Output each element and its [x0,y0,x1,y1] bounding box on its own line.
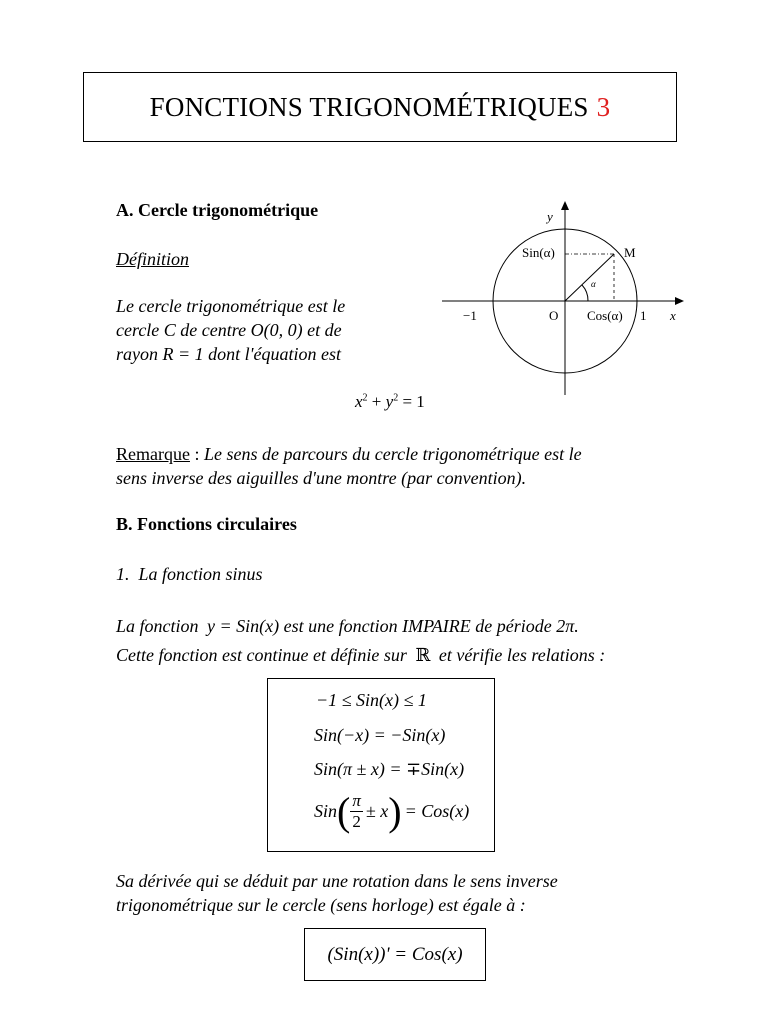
relation-pi-shift: Sin(π ± x) = ∓Sin(x) [314,759,465,779]
title-text: FONCTIONS TRIGONOMÉTRIQUES [149,91,589,122]
definition-label: Définition [116,249,189,269]
frac-denominator: 2 [352,812,361,831]
x-axis-label: x [670,308,676,323]
definition-line-3: rayon R = 1 dont l'équation est [116,344,341,364]
subsection-sinus: 1. La fonction sinus [116,564,263,584]
r4-mid: ± x [365,801,389,821]
derivative-line-1: Sa dérivée qui se déduit par une rotation dans le sens inverse [116,871,558,891]
remark-label: Remarque [116,444,190,464]
title-number: 3 [596,91,611,122]
remark-line-1 [116,442,582,466]
eq-x: x [355,392,363,411]
r4-right: = Cos(x) [404,801,470,821]
remark-text-1: Le sens de parcours du cercle trigonométrique est le [203,444,582,464]
derivative-box [304,928,486,981]
eq-x-exp: 2 [362,392,368,404]
radius-om [565,254,614,301]
eq-rhs: = 1 [402,392,425,411]
continuity-line [116,643,605,667]
intro-post: est une fonction IMPAIRE de période 2π. [283,616,579,636]
sin-label: Sin(α) [522,245,555,260]
page-title [83,72,677,142]
x-axis-arrow-icon [675,297,684,305]
trig-circle-diagram [430,195,700,405]
point-m-label: M [624,245,636,260]
relation-odd: Sin(−x) = −Sin(x) [314,725,446,745]
definition-line-1: Le cercle trigonométrique est le [116,296,346,316]
pi-over-two [350,791,363,832]
derivative-formula: (Sin(x))' = Cos(x) [327,943,463,965]
angle-alpha-label: α [591,279,596,289]
remark-line-2: sens inverse des aiguilles d'une montre (par convention). [116,468,527,488]
origin-label: O [549,308,559,323]
circle-equation [355,392,425,412]
derivative-line-2: trigonométrique sur le cercle (sens horloge) est égale à : [116,895,526,915]
minus-one-label: −1 [463,308,477,323]
reals-symbol: ℝ [415,645,431,665]
r4-open-paren: ( [337,788,351,834]
eq-plus: + [371,392,382,411]
remark-sep: : [189,444,204,464]
relation-bounds: −1 ≤ Sin(x) ≤ 1 [316,690,427,710]
line2-pre: Cette fonction est continue et définie sur [116,645,407,665]
cos-label: Cos(α) [587,308,623,323]
sinus-intro-line [116,614,579,638]
y-axis-label: y [547,209,553,224]
eq-y: y [385,392,394,411]
angle-arc [582,285,588,301]
one-label: 1 [640,308,647,323]
section-b-heading: B. Fonctions circulaires [116,514,297,534]
relation-half-pi [314,788,470,834]
eq-y-exp: 2 [393,392,399,404]
definition-line-2: cercle C de centre O(0, 0) et de [116,320,342,340]
r4-left: Sin [314,801,338,821]
intro-pre: La fonction [116,616,199,636]
section-a-heading: A. Cercle trigonométrique [116,200,319,220]
r4-close-paren: ) [388,788,402,834]
frac-numerator: π [352,791,361,810]
line2-post: et vérifie les relations : [438,645,606,665]
sine-relations-box [267,678,495,852]
intro-formula: y = Sin(x) [207,616,280,636]
y-axis-arrow-icon [561,201,569,210]
